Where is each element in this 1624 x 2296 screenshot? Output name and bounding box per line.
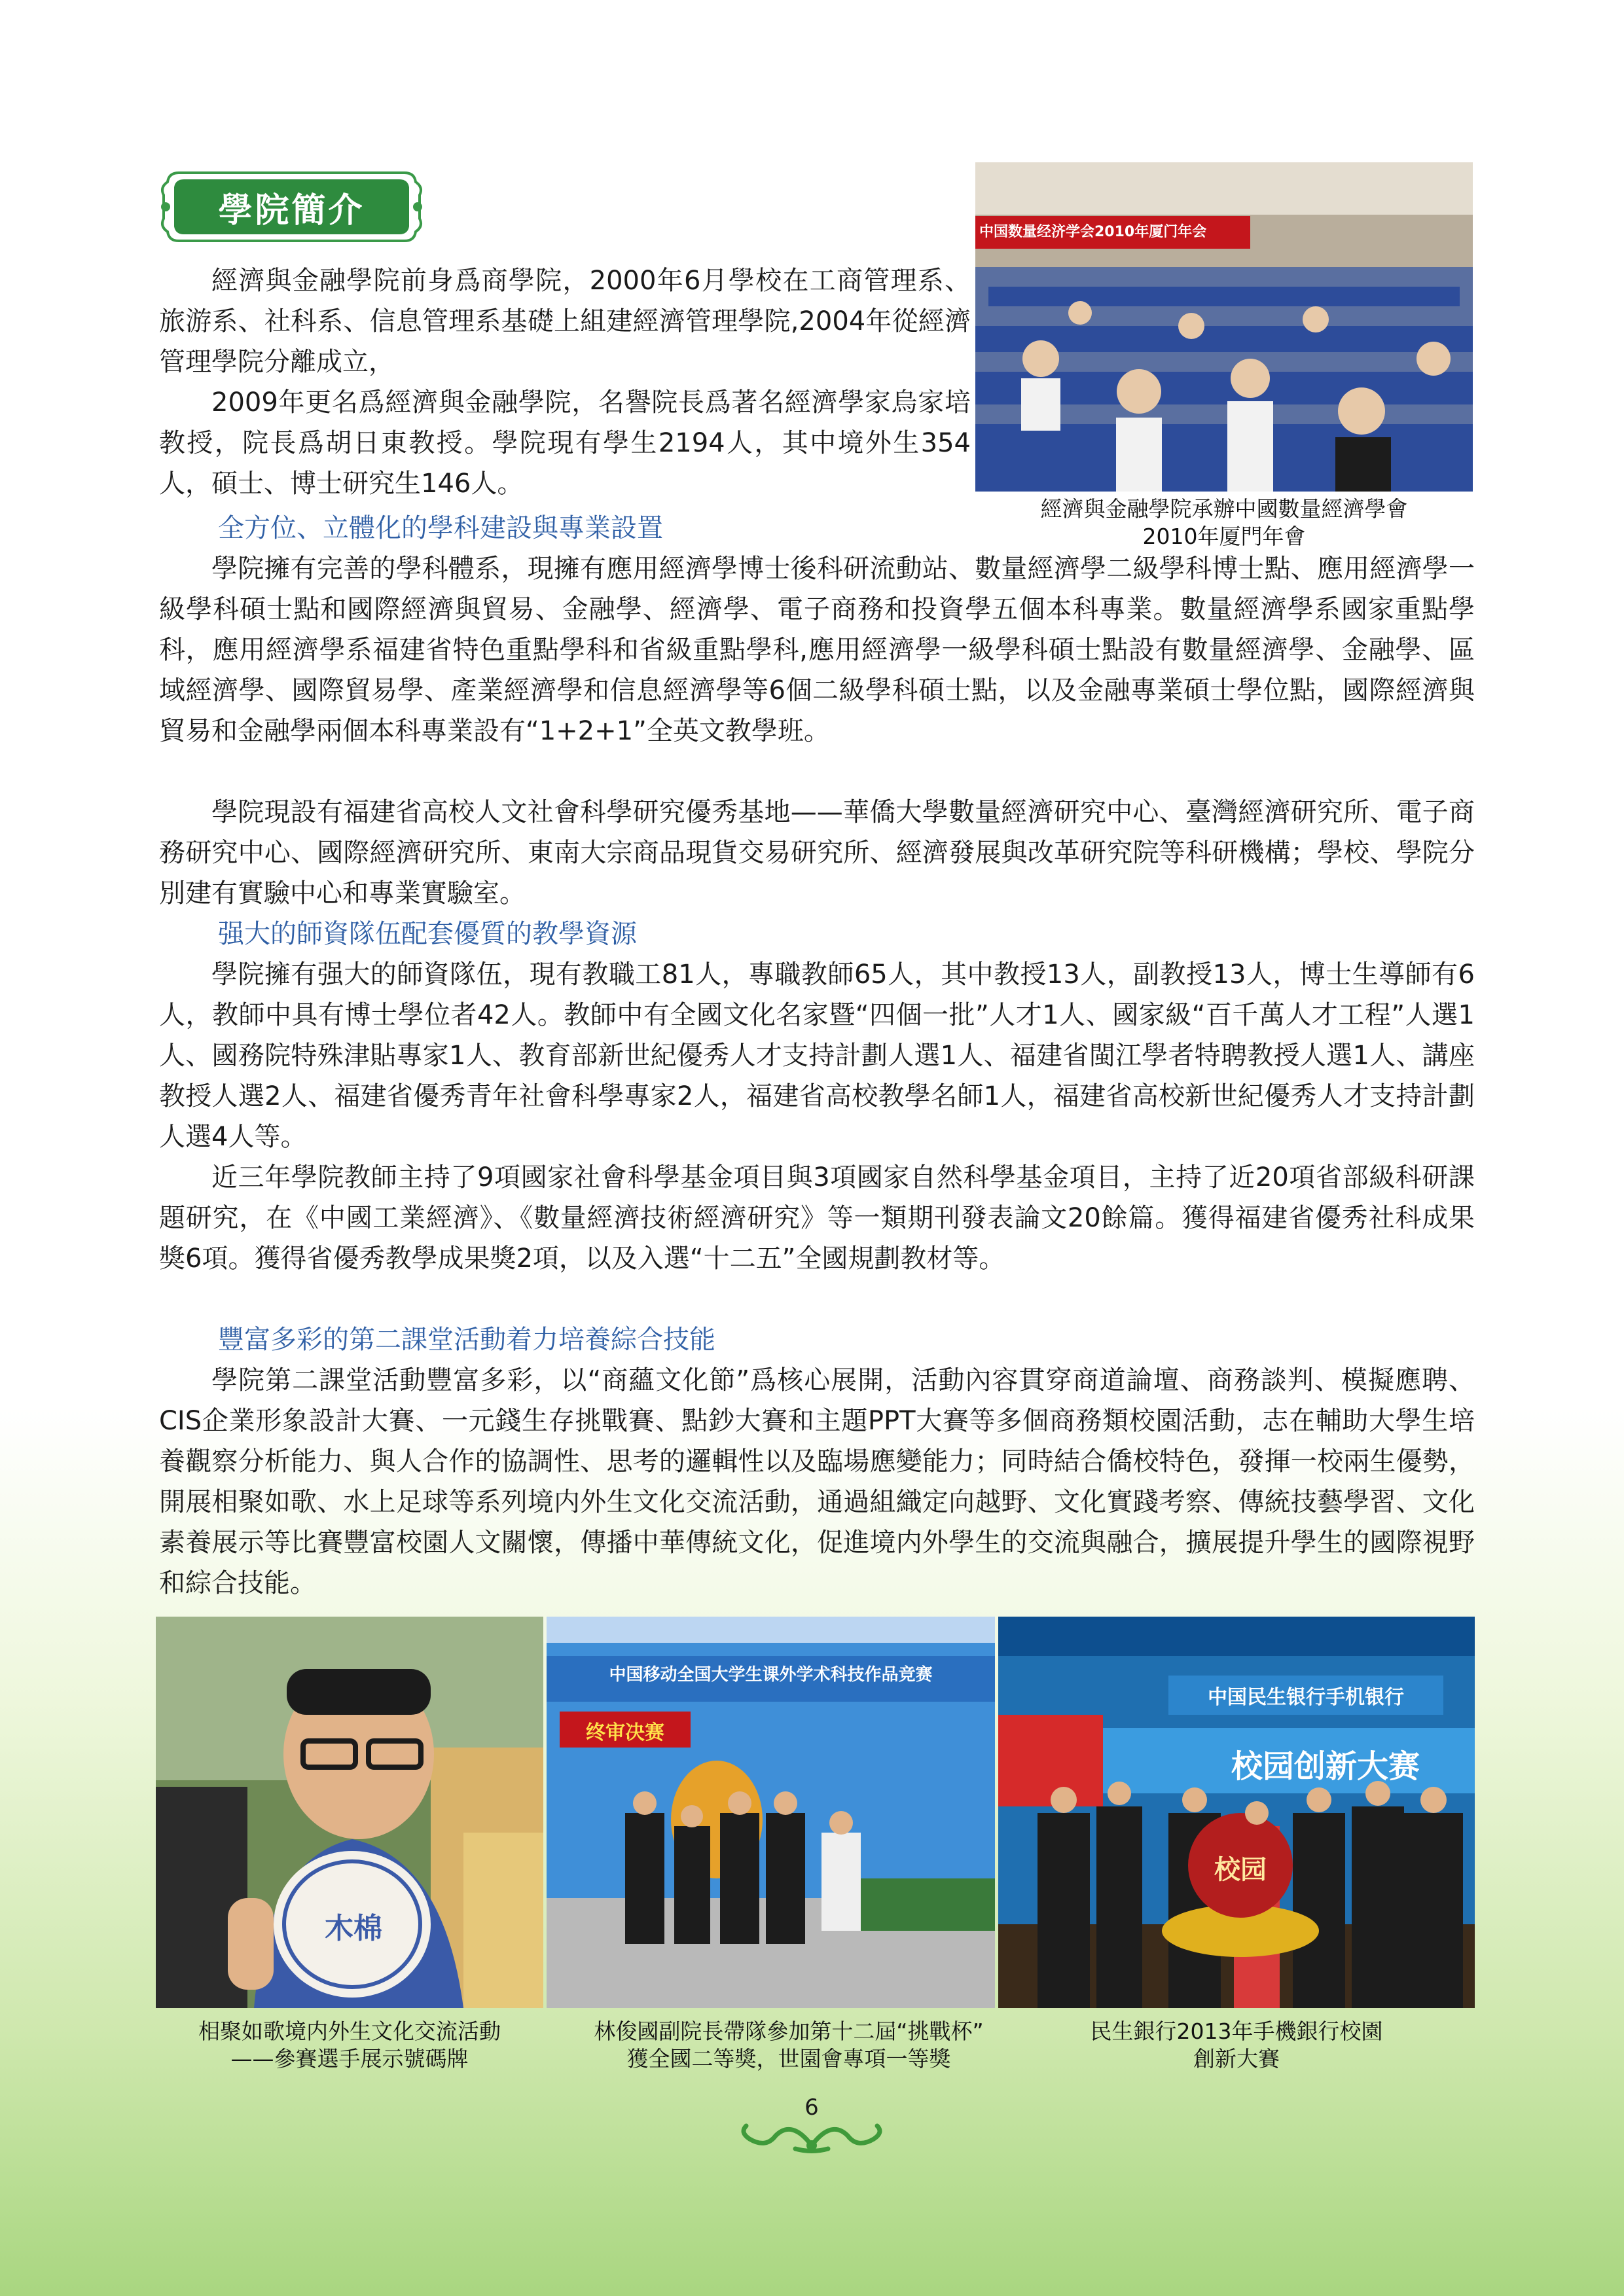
conference-caption-line1: 經濟與金融學院承辦中國數量經濟學會 [1040,496,1408,522]
conference-caption-line2: 2010年厦門年會 [1142,524,1306,549]
activity-photo-3-sub-banner: 校园创新大赛 [1231,1748,1420,1785]
section1-paragraph-2: 學院現設有福建省高校人文社會科學研究優秀基地——華僑大學數量經濟研究中心、臺灣經濟研究所、電子商務研究中心、國際經濟研究所、東南大宗商品現貨交易研究所、經濟發展與改革研究院等科研機構；學校、學院分別建有實驗中心和專業實驗室。 [159,797,1475,908]
activity-caption-1-line1: 相聚如歌境内外生文化交流活動 [198,2018,501,2044]
activity-photo-2-banner: 中国移动全国大学生课外学术科技作品竞赛 [609,1665,933,1685]
intro-paragraph-2: 2009年更名爲經濟與金融學院，名譽院長爲著名經濟學家烏家培教授，院長爲胡日東教授。學院現有學生2194人，其中境外生354人，碩士、博士研究生146人。 [159,387,971,499]
section-title: 學院簡介 [218,190,365,230]
activity-caption-2-line1: 林俊國副院長帶隊參加第十二屆“挑戰杯” [594,2018,984,2044]
page-number: 6 [804,2094,819,2121]
section3-heading: 豐富多彩的第二課堂活動着力培養綜合技能 [218,1325,715,1355]
page-ornament-icon [730,2113,893,2159]
activity-photo-2-sub-banner: 终审决赛 [586,1721,664,1744]
activity-caption-3-line1: 民生銀行2013年手機銀行校園 [1090,2018,1383,2044]
activity-photo-3 [998,1617,1475,2008]
section1-paragraph-1: 學院擁有完善的學科體系，現擁有應用經濟學博士後科研流動站、數量經濟學二級學科博士點、應用經濟學一級學科碩士點和國際經濟與貿易、金融學、經濟學、電子商務和投資學五個本科專業。數量經濟學系國家重點學科，應用經濟學系福建省特色重點學科和省級重點學科,應用經濟學一級學科碩士點設有數量經濟學、金融學、區域經濟學、國際貿易學、產業經濟學和信息經濟學等6個二級學科碩士點，以及金融專業碩士學位點，國際經濟與貿易和金融學兩個本科專業設有“1+2+1”全英文教學班。 [159,554,1475,746]
section2-paragraph-1: 學院擁有强大的師資隊伍，現有教職工81人，專職教師65人，其中教授13人，副教授13人，博士生導師有6人，教師中具有博士學位者42人。教師中有全國文化名家暨“四個一批”人才1人、國家級“百千萬人才工程”人選1人、國務院特殊津貼專家1人、教育部新世紀優秀人才支持計劃人選1人、福建省閩江學者特聘教授人選1人、講座教授人選2人、福建省優秀青年社會科學專家2人，福建省高校教學名師1人，福建省高校新世紀優秀人才支持計劃人選4人等。 [159,960,1475,1152]
conference-banner: 中国数量经济学会2010年厦门年会 [979,224,1207,240]
activity-photo-1-sign: 木棉 [325,1912,382,1945]
activity-caption-1-line2: ——參賽選手展示號碼牌 [230,2046,469,2072]
activity-photo-1 [156,1617,543,2008]
section2-paragraph-2: 近三年學院教師主持了9項國家社會科學基金項目與3項國家自然科學基金項目，主持了近20項省部級科研課題研究，在《中國工業經濟》、《數量經濟技術經濟研究》等一類期刊發表論文20餘篇。獲得福建省優秀社科成果獎6項。獲得省優秀教學成果獎2項，以及入選“十二五”全國規劃教材等。 [159,1162,1475,1274]
section2-heading: 强大的師資隊伍配套優質的教學資源 [218,919,637,949]
conference-photo [975,162,1473,492]
section-badge [159,169,424,245]
activity-caption-3-line2: 創新大賽 [1193,2046,1280,2072]
activity-photo-3-banner: 中国民生银行手机银行 [1208,1686,1404,1709]
section1-heading: 全方位、立體化的學科建設與專業設置 [218,513,663,543]
intro-paragraph-1: 經濟與金融學院前身爲商學院，2000年6月學校在工商管理系、旅游系、社科系、信息管理系基礎上組建經濟管理學院,2004年從經濟管理學院分離成立， [159,266,971,377]
activity-photo-3-ball-text: 校园 [1214,1855,1267,1885]
section3-paragraph-1: 學院第二課堂活動豐富多彩，以“商蘊文化節”爲核心展開，活動內容貫穿商道論壇、商務談判、模擬應聘、CIS企業形象設計大賽、一元錢生存挑戰賽、點鈔大賽和主題PPT大賽等多個商務類校園活動，志在輔助大學生培養觀察分析能力、與人合作的協調性、思考的邏輯性以及臨場應變能力；同時結合僑校特色，發揮一校兩生優勢，開展相聚如歌、水上足球等系列境内外生文化交流活動，通過組織定向越野、文化實踐考察、傳統技藝學習、文化素養展示等比賽豐富校園人文關懷，傳播中華傳統文化，促進境内外學生的交流與融合，擴展提升學生的國際視野和綜合技能。 [159,1365,1475,1598]
activity-photo-2 [547,1617,995,2008]
activity-caption-2-line2: 獲全國二等獎，世園會專項一等獎 [626,2046,951,2072]
